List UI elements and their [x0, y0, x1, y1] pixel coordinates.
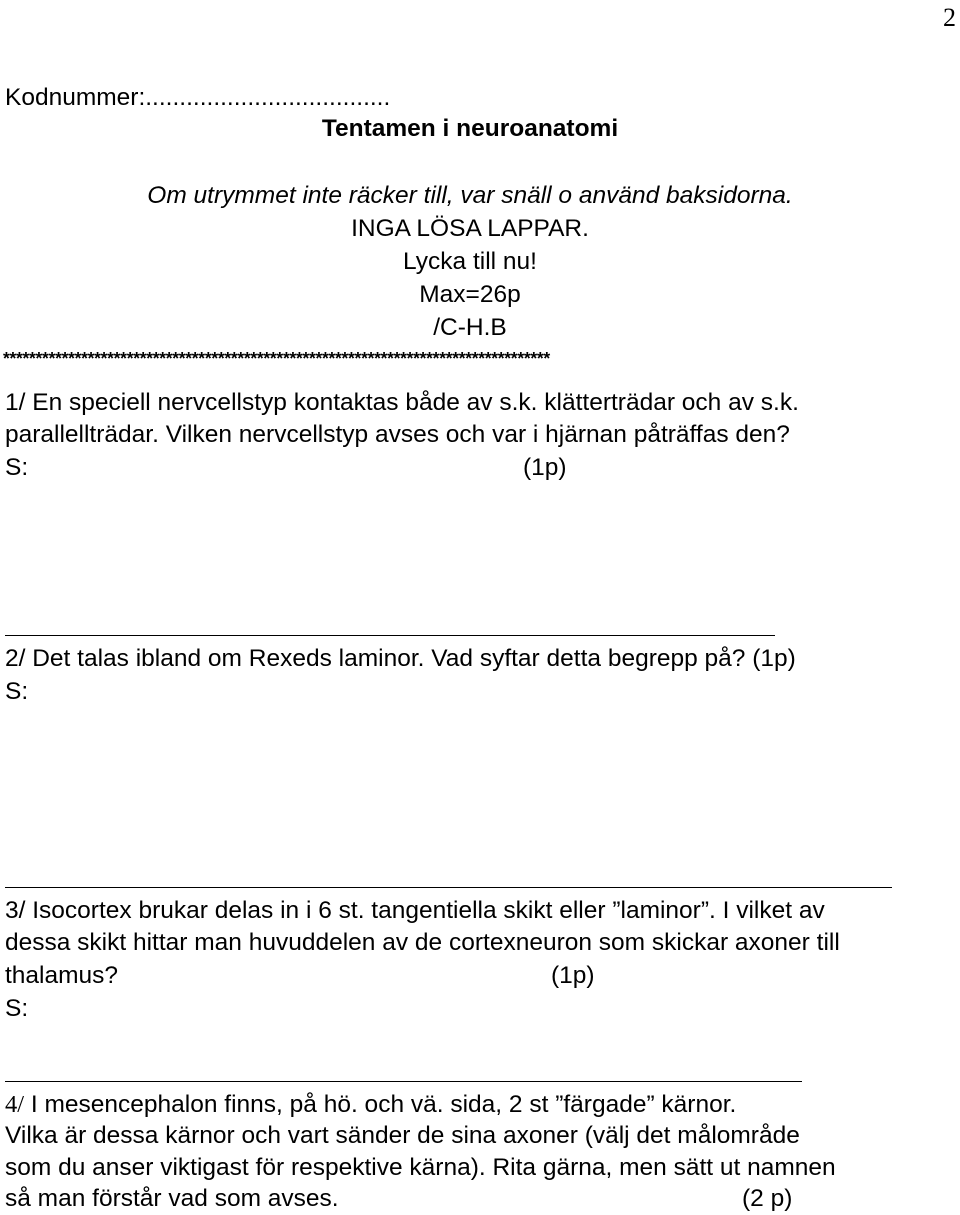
page-number: 2 [943, 3, 956, 32]
divider-line [5, 635, 775, 636]
question-3-answer-label: S: [5, 995, 29, 1022]
question-4-points: (2 p) [742, 1185, 793, 1212]
question-3-line-3: thalamus? [5, 962, 119, 989]
question-4-line-4: så man förstår vad som avses. [5, 1185, 339, 1212]
question-3-line-1: 3/ Isocortex brukar delas in i 6 st. tangentiella skikt eller ”laminor”. I vilket av [5, 897, 825, 924]
question-4-line-1-text: I mesencephalon finns, på hö. och vä. sida, 2 st ”färgade” kärnor. [24, 1091, 737, 1118]
question-3-points: (1p) [551, 962, 595, 989]
question-1-answer-label: S: [5, 454, 29, 481]
no-loose-papers: INGA LÖSA LAPPAR. [351, 215, 589, 242]
question-1-line-2: parallellträdar. Vilken nervcellstyp avses och var i hjärnan påträffas den? [5, 421, 790, 448]
star-divider: ************************************************************************************ [3, 348, 550, 368]
question-2-answer-label: S: [5, 678, 29, 705]
code-number-field: Kodnummer:.................................... [5, 84, 391, 111]
max-points: Max=26p [419, 281, 521, 308]
good-luck: Lycka till nu! [403, 248, 537, 275]
question-1-points: (1p) [523, 454, 567, 481]
question-4-number: 4/ [5, 1091, 25, 1118]
author-initials: /C-H.B [433, 314, 507, 341]
divider-line [5, 1081, 802, 1082]
exam-title: Tentamen i neuroanatomi [321, 115, 619, 142]
question-4-line-2: Vilka är dessa kärnor och vart sänder de sina axoner (välj det målområde [5, 1122, 800, 1149]
question-1-line-1: 1/ En speciell nervcellstyp kontaktas både av s.k. klätterträdar och av s.k. [5, 389, 799, 416]
question-2-text: 2/ Det talas ibland om Rexeds laminor. Vad syftar detta begrepp på? (1p) [5, 645, 796, 672]
question-3-line-2: dessa skikt hittar man huvuddelen av de cortexneuron som skickar axoner till [5, 929, 840, 956]
instruction-text: Om utrymmet inte räcker till, var snäll o använd baksidorna. [147, 182, 793, 209]
divider-line [5, 887, 892, 888]
question-4-line-3: som du anser viktigast för respektive kärna). Rita gärna, men sätt ut namnen [5, 1154, 836, 1181]
question-4-line-1 [5, 1089, 736, 1121]
